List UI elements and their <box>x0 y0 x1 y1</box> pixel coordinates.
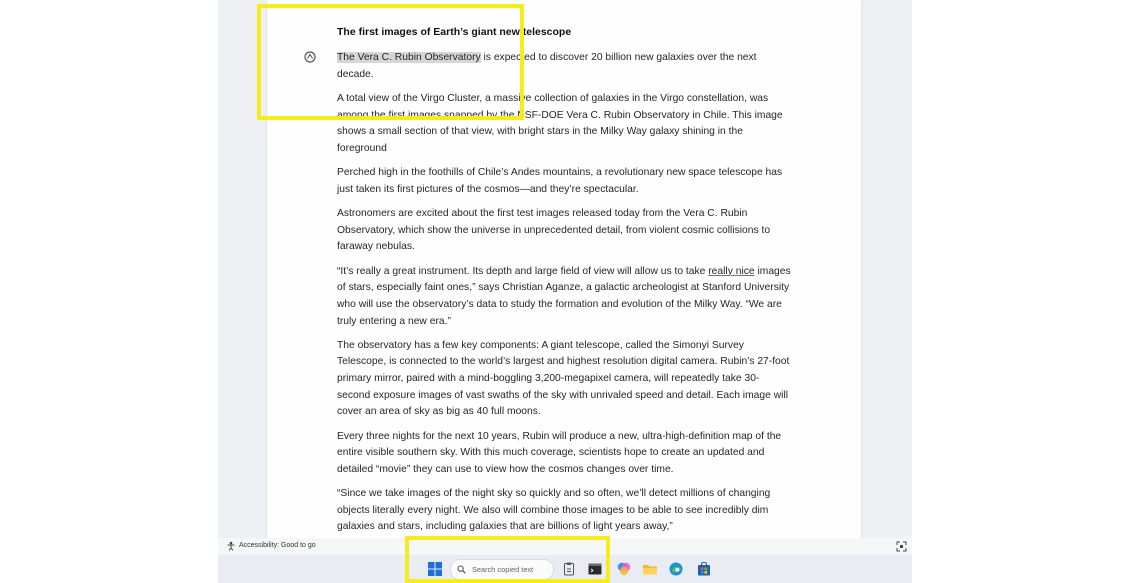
paragraph: Astronomers are excited about the first test images released today from the Vera C. Rubin Observatory, which show the universe in unprecedented detail, from violent cosmic collisions to faraway nebulas. <box>337 208 771 253</box>
paragraph: Perched high in the foothills of Chile’s Andes mountains, a revolutionary new space telescope has just taken its first pictures of the cosmos—and they’re spectacular. <box>337 167 783 195</box>
highlighted-text[interactable]: The Vera C. Rubin Observatory <box>337 52 481 63</box>
paragraph: The Vera C. Rubin Observatory is expected to discover 20 billion new galaxies over the next decade. <box>337 52 757 80</box>
document-body[interactable] <box>337 50 792 544</box>
search-placeholder: Search copied text <box>472 565 534 574</box>
edge-icon[interactable] <box>668 561 684 577</box>
focus-icon[interactable] <box>896 541 907 552</box>
paragraph: Every three nights for the next 10 years, Rubin will produce a new, ultra-high-definition map of the entire visible southern sky. With this much coverage, scientists hope to create an updated and detailed “movie” they can use to view how the cosmos changes over time. <box>337 430 782 475</box>
document-title: The first images of Earth’s giant new telescope <box>337 26 572 38</box>
paragraph: The observatory has a few key components: A giant telescope, called the Simonyi Survey Telescope, is connected to the world’s largest and highest resolution digital camera. Rubin’s 27-foot primary mirror, paired with a mind-boggling 3,200-megapixel camera, will repeatedly take 30-second exposure images of vast swaths of the sky with unrivaled speed and detail. Each image will cover an area of sky as big as 40 full moons. <box>337 339 790 418</box>
paragraph: “Since we take images of the night sky so quickly and so often, we’ll detect millions of changing objects literally every night. We also will combine those images to be able to see incredibly dim galaxies and stars, including galaxies that are billions of light years away,” <box>337 488 771 533</box>
annotation-highlight-box <box>257 4 524 120</box>
file-explorer-icon[interactable] <box>642 561 658 577</box>
annotation-highlight-box <box>405 536 610 583</box>
paragraph: A total view of the Virgo Cluster, a massive collection of galaxies in the Virgo constellation, was among the first images snapped by the NSF-DOE Vera C. Rubin Observatory in Chile. This image shows a small section of that view, with bright stars in the Milky Way galaxy shining in the foreground <box>337 92 783 154</box>
store-icon[interactable] <box>696 561 712 577</box>
accessibility-icon[interactable] <box>226 541 236 551</box>
paragraph: “It’s really a great instrument. Its depth and large field of view will allow us to take really nice images of stars, especially faint ones,” says Christian Aganze, a galactic archeologist at Stanford University who will use the observatory’s data to study the formation and evolution of the Milky Way. “We are truly entering a new era.” <box>337 265 791 327</box>
copilot-app-icon[interactable] <box>616 561 632 577</box>
accessibility-status[interactable]: Accessibility: Good to go <box>239 542 316 549</box>
underlined-phrase[interactable]: really nice <box>708 265 755 277</box>
